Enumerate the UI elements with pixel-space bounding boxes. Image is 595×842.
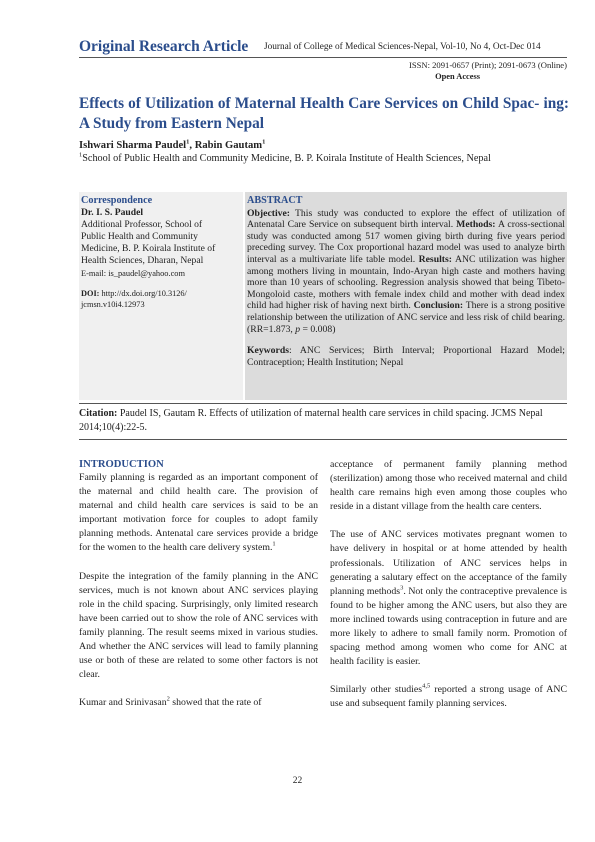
paragraph [330,528,567,669]
results-label: Results: [418,253,452,265]
author-affiliation-mark: 1 [262,138,266,146]
keywords [247,345,565,368]
citation-text: Paudel IS, Gautam R. Effects of utilization of maternal health care services in child spacing. JCMS Nepal 2014;10(4):22-5. [79,408,543,433]
author-name: Ishwari Sharma Paudel [79,140,187,151]
doi-label: DOI: [81,289,100,298]
paragraph: acceptance of permanent family planning method (sterilization) among those who received maternal and child health care remains high even among those couples who reside in a distant village from the health care centers. [330,459,567,513]
reference-mark: 3 [400,584,404,592]
affiliation-text: School of Public Health and Community Medicine, B. P. Koirala Institute of Health Sciences, Nepal [82,153,491,164]
doi [81,288,243,310]
paragraph-text: . Not only the contraceptive prevalence is found to be higher among the ANC users, but also they are more inclined towards using contraception in future and are more likely to adhere to small family norm. Promotion of spacing method among women who come for ANC at health facility is easier. [330,585,567,668]
citation-divider [79,439,567,440]
section-heading: INTRODUCTION [79,459,164,470]
paragraph-text: The use of ANC services motivates pregnant women to have delivery in hospital or at home attended by health professionals. Utilization of ANC services helps in generating a salutary effect on the acceptance of the family planning methods [330,529,567,597]
paragraph [330,683,567,711]
objective-text: This study was conducted to explore the effect of utilization of Antenatal Care Service on subsequent birth interval. [247,207,565,231]
journal-citation-header: Journal of College of Medical Sciences-Nepal, Vol-10, No 4, Oct-Dec 014 [264,42,541,52]
abstract-text [247,208,565,336]
reference-mark: 4,5 [422,683,431,691]
citation [79,407,567,435]
correspondence-line: Medicine, B. P. Koirala Institute of [81,243,216,254]
results-text: ANC utilization was higher among mothers living in mountain, Indo-Aryan high caste and mothers having more than 10 years of schooling. Regression analysis showed that being Tibeto-Mongoloid caste, mothers with female index child and mother with dead index child had higher risk of having next birth. [247,253,566,312]
paragraph-text: Similarly other studies [330,684,423,696]
abstract-heading: ABSTRACT [247,195,303,206]
authors [79,140,265,151]
citation-label: Citation: [79,408,118,419]
body-column-right [330,458,567,712]
paragraph-text: Kumar and Srinivasan [79,697,167,709]
methods-label: Methods: [456,219,496,231]
author-separator: , [189,140,195,151]
conclusion-label: Conclusion: [413,300,464,312]
p-value: = 0.008) [300,323,336,335]
conclusion-text: There is a strong positive relationship between the utilization of ANC service and less risk of child bearing. (RR=1.873, [247,300,565,335]
reference-mark: 1 [272,541,276,549]
paragraph [79,696,318,710]
keywords-text: : ANC Services; Birth Interval; Proportional Hazard Model; Contraception; Health Institution; Nepal [247,345,565,368]
paragraph [79,471,318,556]
paragraph: Despite the integration of the family planning in the ANC services, much is not known about ANC services playing role in the child spacing. Surprisingly, only limited research have been carried out to show the role of ANC services with family planning. The result seems mixed in various studies. And whether the ANC services will lead to family planning use or both of these are related to some other factors is not clear. [79,570,318,681]
author-name: Rabin Gautam [194,140,263,151]
doi-link[interactable]: jcmsn.v10i4.12973 [81,300,145,309]
paragraph-text: showed that the rate of [169,697,262,709]
affiliation [79,153,491,164]
correspondence-line: Additional Professor, School of [81,219,203,230]
objective-label: Objective: [247,207,291,219]
paragraph-text: Family planning is regarded as an important component of the maternal and child health care. The provision of maternal and child health care services is said to be an important motivation force for couples to adopt family planning methods. Antenatal care services provide a bridge for the women to the health care delivery system. [79,472,318,554]
page-number: 22 [292,776,303,786]
article-type: Original Research Article [79,38,249,55]
paragraph-text: reported a strong usage of ANC use and subsequent family planning services. [330,684,567,710]
correspondence-name: Dr. I. S. Paudel [81,207,144,218]
correspondence-heading: Correspondence [81,195,153,206]
correspondence-email: E-mail: is_paudel@yahoo.com [81,269,186,278]
abstract-box [245,192,567,400]
open-access-label: Open Access [435,72,480,81]
header-divider [79,57,567,58]
correspondence-line: Health Sciences, Dharan, Nepal [81,255,204,266]
correspondence-box [79,192,243,400]
author-affiliation-mark: 1 [186,138,190,146]
doi-link[interactable]: http://dx.doi.org/10.3126/ [99,289,187,298]
article-title: Effects of Utilization of Maternal Health Care Services on Child Spac- ing: A Study from Eastern Nepal [79,95,569,132]
reference-mark: 2 [166,696,170,704]
p-symbol: p [295,323,301,335]
affiliation-mark: 1 [79,151,83,159]
citation-divider [79,403,567,404]
keywords-label: Keywords [247,345,289,357]
issn: ISSN: 2091-0657 (Print); 2091-0673 (Online) [408,60,567,70]
correspondence-line: Public Health and Community [81,231,198,242]
body-column-left [79,458,318,710]
methods-text: A cross-sectional study was conducted among 517 women giving birth during five years period preceding survey. The Cox proportional hazard model was used to analyze birth interval as a multivariate life table model. [247,219,565,265]
